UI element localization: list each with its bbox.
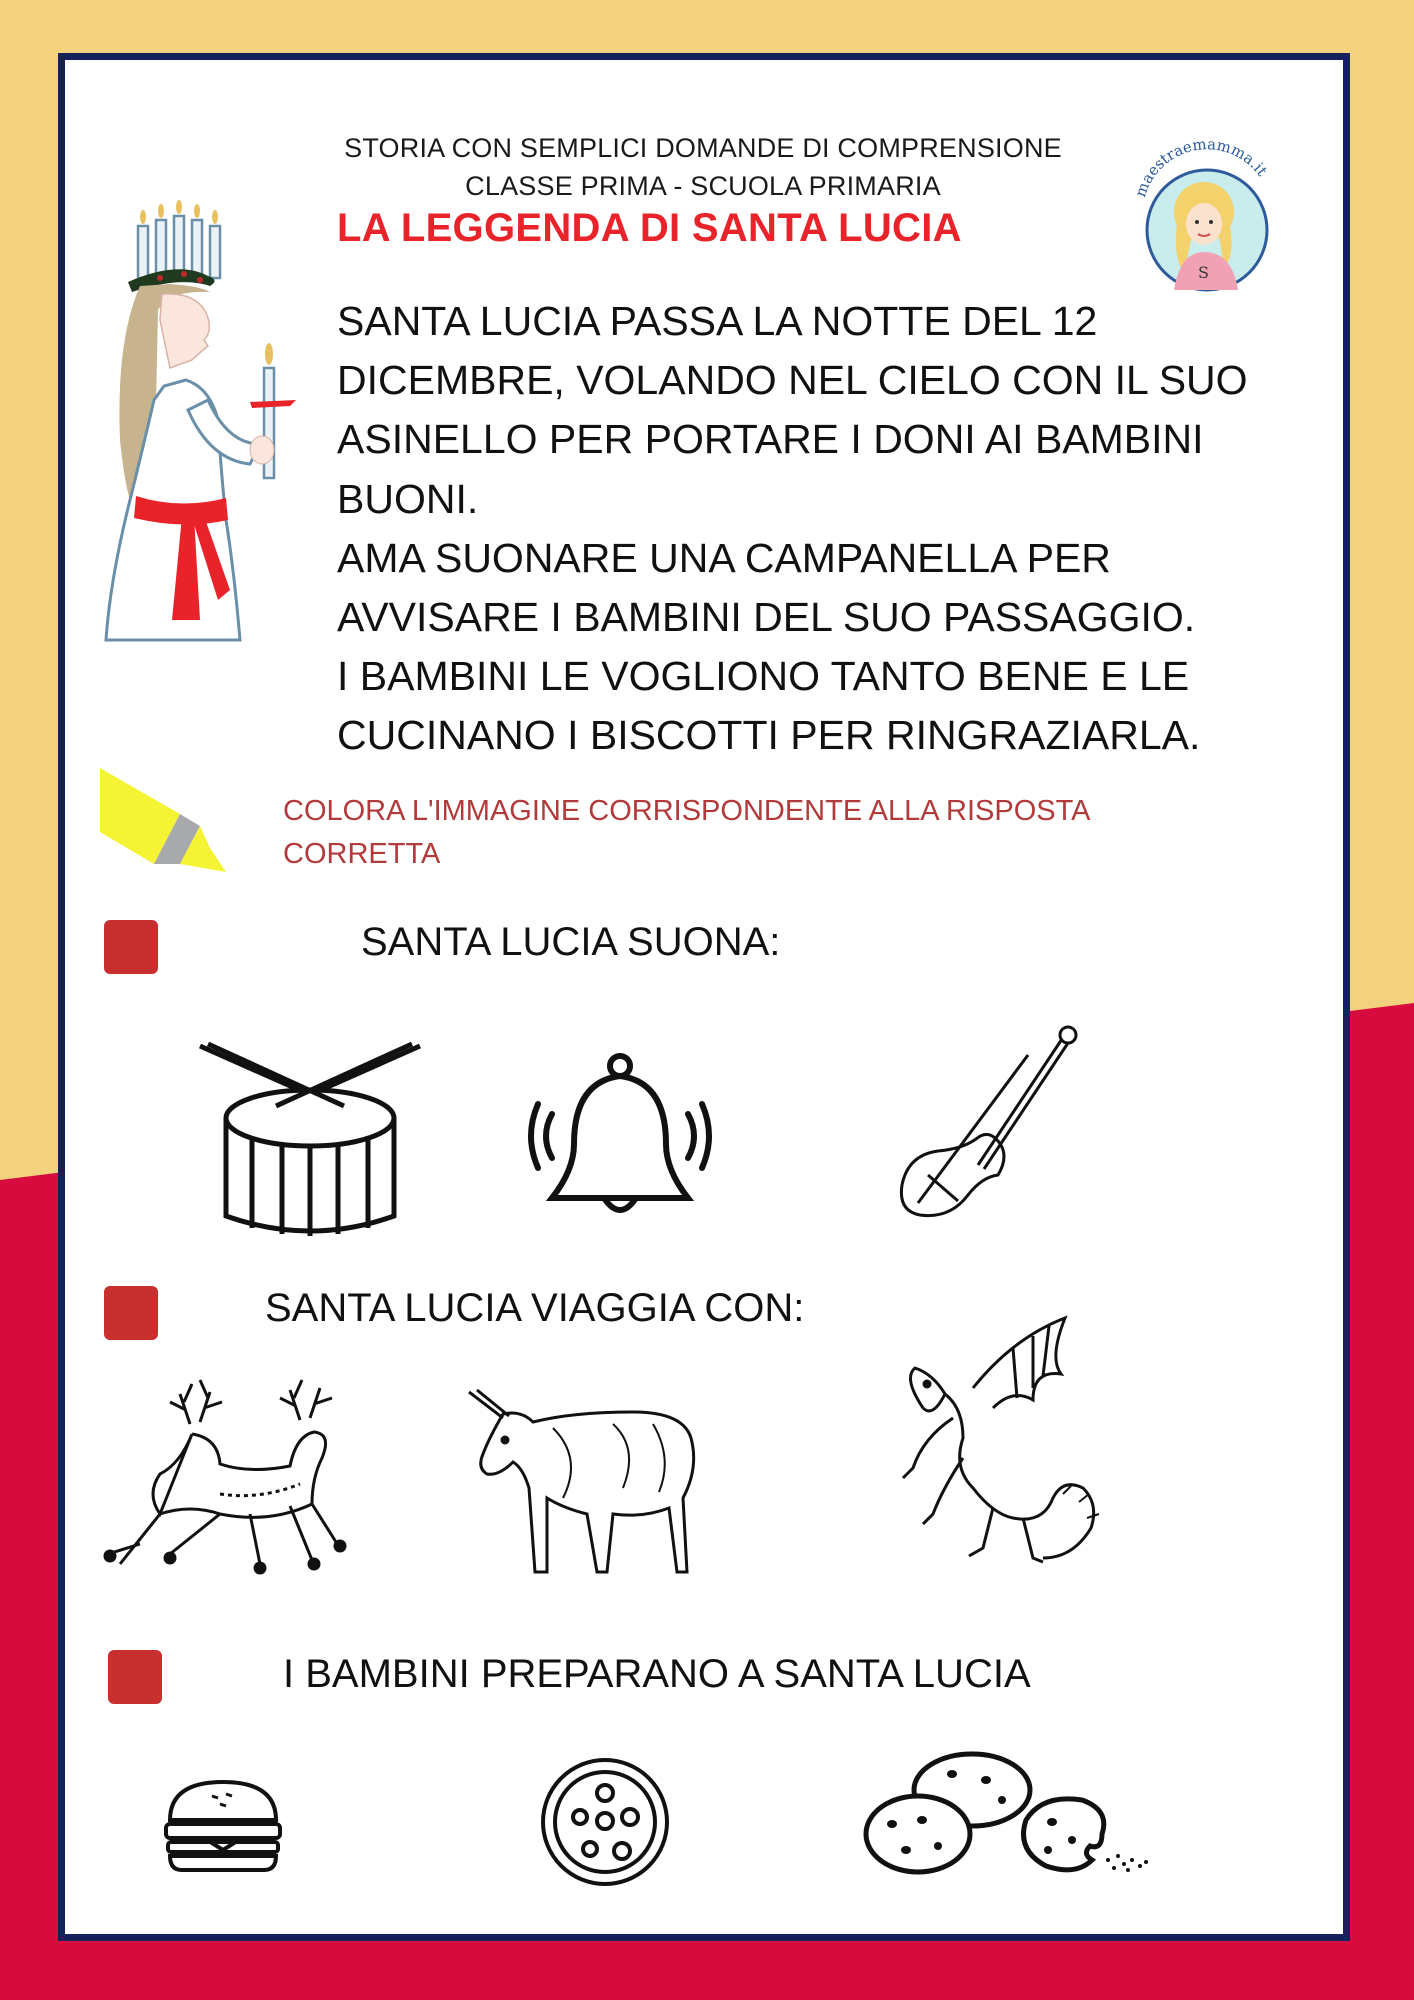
question-2-text: SANTA LUCIA VIAGGIA CON: (265, 1286, 805, 1330)
question-3-checkbox[interactable] (108, 1650, 162, 1704)
bell-icon[interactable] (530, 1052, 710, 1224)
page-title: LA LEGGENDA DI SANTA LUCIA (337, 206, 962, 250)
instruction-line-2: CORRETTA (283, 838, 441, 870)
story-line: CUCINANO I BISCOTTI PER RINGRAZIARLA. (337, 712, 1201, 759)
reindeer-icon[interactable] (100, 1374, 362, 1586)
subtitle-line-2: CLASSE PRIMA - SCUOLA PRIMARIA (465, 171, 941, 201)
story-line: DICEMBRE, VOLANDO NEL CIELO CON IL SUO (337, 357, 1248, 404)
question-1-text: SANTA LUCIA SUONA: (361, 920, 781, 964)
story-line: ASINELLO PER PORTARE I DONI AI BAMBINI (337, 416, 1204, 463)
question-1-checkbox[interactable] (104, 920, 158, 974)
question-2-checkbox[interactable] (104, 1286, 158, 1340)
highlighter-icon (100, 768, 230, 873)
santa-lucia-illustration (100, 200, 300, 645)
svg-text:S: S (1198, 263, 1209, 282)
donkey-icon[interactable] (463, 1388, 697, 1578)
story-line: SANTA LUCIA PASSA LA NOTTE DEL 12 (337, 298, 1098, 344)
story-line: BUONI. (337, 475, 479, 522)
question-3-text: I BAMBINI PREPARANO A SANTA LUCIA (283, 1652, 1031, 1696)
pizza-icon[interactable] (540, 1757, 670, 1887)
logo (1131, 134, 1280, 295)
dragon-icon[interactable] (893, 1318, 1113, 1580)
story-text (337, 292, 1277, 766)
instruction-line-1: COLORA L'IMMAGINE CORRISPONDENTE ALLA RISPOSTA (283, 795, 1091, 827)
violin-icon[interactable] (898, 1025, 1078, 1220)
hamburger-icon[interactable] (164, 1780, 282, 1872)
instruction-text (283, 790, 1091, 876)
logo-text: maestraemamma.it (1131, 134, 1272, 200)
drum-icon[interactable] (198, 1040, 422, 1240)
story-line: AMA SUONARE UNA CAMPANELLA PER (337, 534, 1111, 581)
subtitle-line-1: STORIA CON SEMPLICI DOMANDE DI COMPRENSIONE (344, 133, 1062, 163)
cookies-icon[interactable] (862, 1750, 1152, 1880)
story-line: I BAMBINI LE VOGLIONO TANTO BENE E LE (337, 653, 1190, 700)
story-line: AVVISARE I BAMBINI DEL SUO PASSAGGIO. (337, 594, 1196, 641)
